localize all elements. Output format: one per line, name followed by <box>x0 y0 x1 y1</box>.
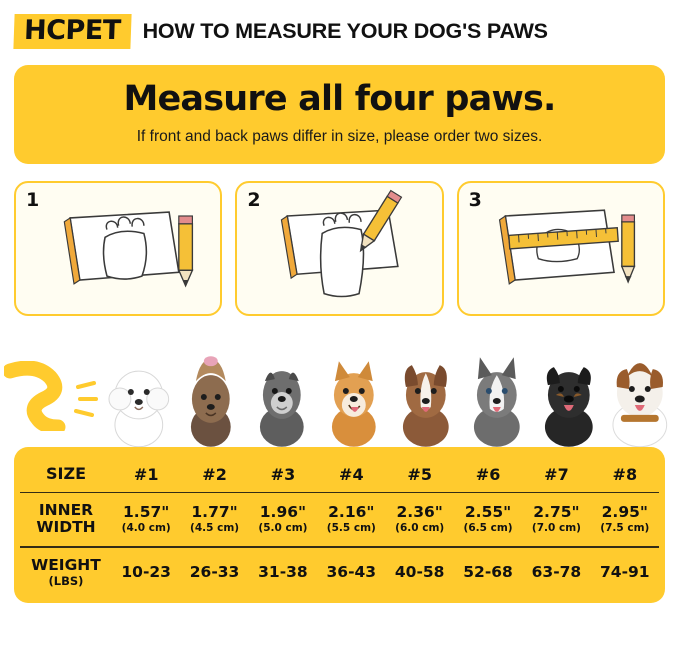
inner-width-cell: 1.96" (5.0 cm) <box>258 503 308 535</box>
size-cell: #4 <box>339 464 364 484</box>
header <box>0 0 679 59</box>
yorkshire-terrier-icon <box>176 347 246 447</box>
inner-width-cell: 1.77" (4.5 cm) <box>190 503 240 535</box>
table-divider <box>20 536 659 548</box>
size-cell: #2 <box>202 464 227 484</box>
size-cell: #6 <box>475 464 501 484</box>
banner-title: Measure all four paws. <box>123 79 556 119</box>
banner-subtitle: If front and back paws differ in size, please order two sizes. <box>136 127 543 145</box>
brand-logo: HCPET <box>13 14 131 49</box>
inner-width-cell: 2.95" (7.5 cm) <box>600 503 650 535</box>
inner-width-cell: 2.55" (6.5 cm) <box>463 503 513 535</box>
ruler-measure-icon <box>459 183 663 314</box>
saint-bernard-icon <box>605 347 675 447</box>
inner-width-cell: 1.57" (4.0 cm) <box>121 503 171 535</box>
inner-width-cell: 2.16" (5.5 cm) <box>326 503 376 535</box>
weight-cell: 31-38 <box>258 563 308 581</box>
table-divider <box>20 492 659 494</box>
australian-shepherd-icon <box>391 347 461 447</box>
dog-bichon-frise <box>104 347 174 447</box>
size-cell: #8 <box>612 464 638 484</box>
weight-cell: 40-58 <box>394 563 445 581</box>
weight-cell: 74-91 <box>600 563 650 581</box>
table-row-size <box>20 459 659 492</box>
dog-rottweiler <box>534 347 604 447</box>
row-label-size: SIZE <box>45 463 86 483</box>
inner-width-cell: 2.36" (6.0 cm) <box>395 503 445 535</box>
step-card-2 <box>235 181 443 316</box>
size-table <box>20 459 659 589</box>
rottweiler-icon <box>534 347 604 447</box>
dog-australian-shepherd <box>391 347 461 447</box>
bichon-frise-icon <box>104 347 174 447</box>
weight-cell: 63-78 <box>531 563 582 581</box>
dog-schnauzer <box>247 347 317 447</box>
size-cell: #7 <box>544 464 569 484</box>
size-cell: #5 <box>407 464 432 484</box>
instruction-banner <box>14 65 665 164</box>
step-number: 2 <box>247 188 261 211</box>
schnauzer-icon <box>247 347 317 447</box>
table-row-weight <box>20 548 659 589</box>
size-chart <box>14 447 665 603</box>
step-number: 3 <box>468 188 482 211</box>
dog-yorkshire-terrier <box>176 347 246 447</box>
paw-on-paper-icon <box>16 183 220 314</box>
weight-cell: 36-43 <box>326 563 377 581</box>
dog-saint-bernard <box>605 347 675 447</box>
step-number: 1 <box>26 188 40 211</box>
weight-cell: 52-68 <box>463 563 513 581</box>
dog-row <box>104 347 675 447</box>
size-cell: #1 <box>133 464 159 484</box>
dog-breeds-strip <box>0 332 679 447</box>
inner-width-cell: 2.75" (7.0 cm) <box>531 503 581 535</box>
husky-icon <box>462 347 532 447</box>
weight-cell: 10-23 <box>121 563 171 581</box>
dog-shiba-inu <box>319 347 389 447</box>
row-label-inner-width: INNER WIDTH <box>36 501 96 537</box>
page-title: HOW TO MEASURE YOUR DOG'S PAWS <box>142 19 548 43</box>
shiba-inu-icon <box>319 347 389 447</box>
steps-row <box>14 181 665 316</box>
step-card-1 <box>14 181 222 316</box>
weight-cell: 26-33 <box>189 563 240 581</box>
yellow-swoosh-icon <box>4 361 100 431</box>
table-row-inner-width <box>20 493 659 536</box>
tracing-pencil-icon <box>237 183 441 314</box>
step-card-3 <box>457 181 665 316</box>
dog-husky <box>462 347 532 447</box>
size-cell: #3 <box>270 464 296 484</box>
row-label-weight: WEIGHT (LBS) <box>31 555 101 589</box>
